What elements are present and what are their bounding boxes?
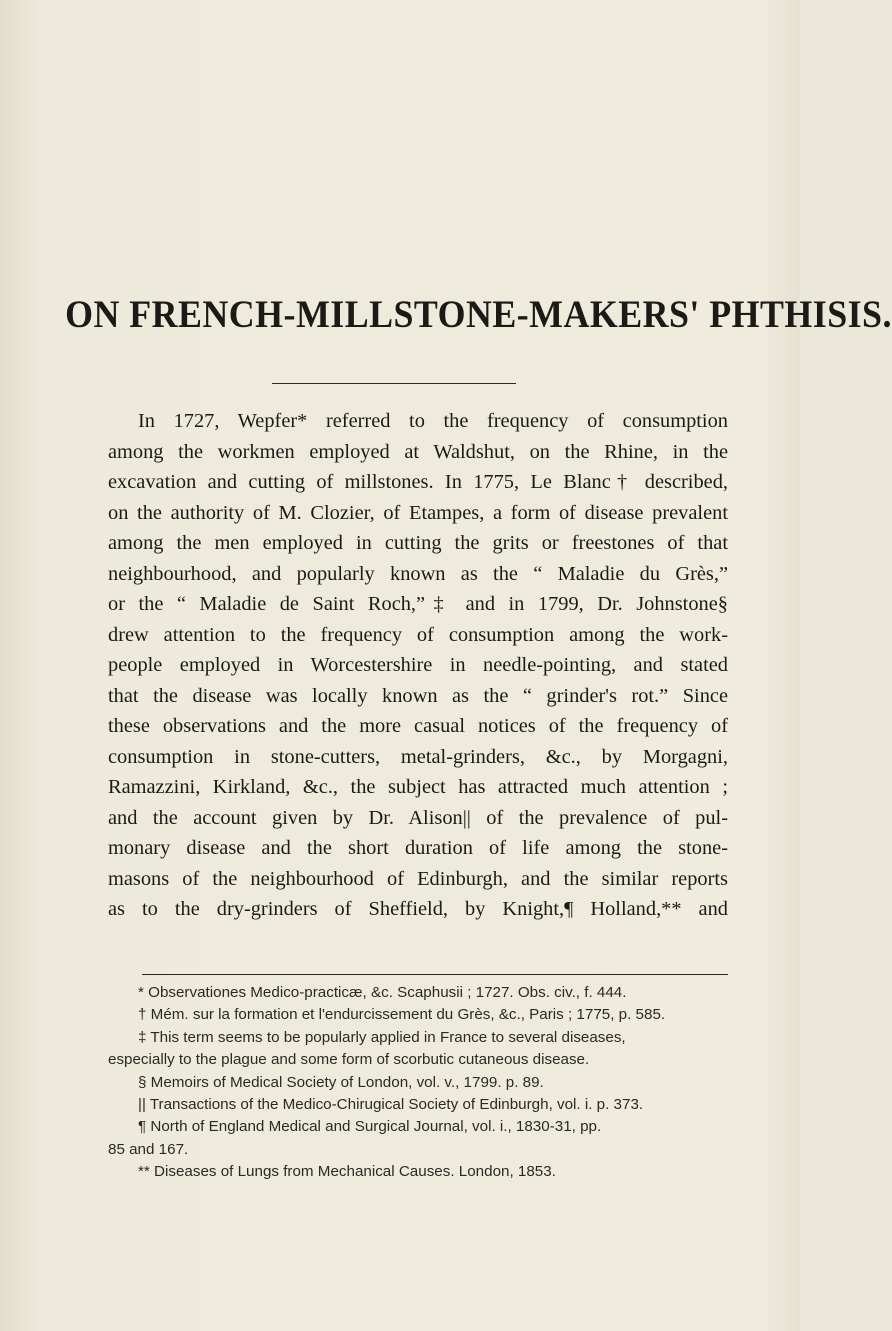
body-line: In 1727, Wepfer* referred to the frequency of consumption: [138, 410, 728, 432]
body-line: neighbourhood, and popularly known as the “ Maladie du Grès,”: [108, 562, 728, 585]
body-line: consumption in stone-cutters, metal-grinders, &c., by Morgagni,: [108, 745, 728, 768]
footnote: ** Diseases of Lungs from Mechanical Causes. London, 1853.: [138, 1163, 556, 1181]
footnote: || Transactions of the Medico-Chirugical Society of Edinburgh, vol. i. p. 373.: [138, 1096, 644, 1114]
body-line: and the account given by Dr. Alison|| of the prevalence of pul-: [108, 806, 728, 829]
body-line: monary disease and the short duration of life among the stone-: [108, 837, 728, 859]
body-line: as to the dry-grinders of Sheffield, by Knight,¶ Holland,** and: [108, 898, 728, 920]
footnote-continuation: 85 and 167.: [108, 1140, 189, 1158]
body-line: on the authority of M. Clozier, of Etampes, a form of disease prevalent: [108, 501, 728, 524]
chapter-title: ON FRENCH-MILLSTONE-MAKERS' PHTHISIS.: [65, 293, 892, 336]
footnote-rule: [142, 974, 728, 975]
body-line: that the disease was locally known as the “ grinder's rot.” Since: [108, 684, 728, 707]
title-rule: [272, 383, 516, 384]
body-line: people employed in Worcestershire in needle-pointing, and stated: [108, 654, 728, 676]
body-line: these observations and the more casual notices of the frequency of: [108, 715, 728, 737]
body-paragraph: [108, 406, 728, 925]
footnotes: [108, 982, 728, 1184]
footnote: § Memoirs of Medical Society of London, vol. v., 1799. p. 89.: [138, 1073, 544, 1091]
body-line: among the men employed in cutting the grits or freestones of that: [108, 532, 728, 554]
body-line: among the workmen employed at Waldshut, on the Rhine, in the: [108, 440, 728, 463]
body-line: drew attention to the frequency of consumption among the work-: [108, 623, 728, 646]
footnote: ¶ North of England Medical and Surgical Journal, vol. i., 1830-31, pp.: [138, 1118, 602, 1136]
footnote: ‡ This term seems to be popularly applied in France to several diseases,: [138, 1028, 626, 1046]
footnote: † Mém. sur la formation et l'endurcissement du Grès, &c., Paris ; 1775, p. 585.: [138, 1006, 666, 1024]
body-line: masons of the neighbourhood of Edinburgh, and the similar reports: [108, 867, 728, 890]
body-line: excavation and cutting of millstones. In 1775, Le Blanc† described,: [108, 471, 728, 493]
body-line: Ramazzini, Kirkland, &c., the subject has attracted much attention ;: [108, 776, 728, 798]
footnote-continuation: especially to the plague and some form of scorbutic cutaneous disease.: [108, 1051, 590, 1069]
body-line: or the “ Maladie de Saint Roch,”‡ and in 1799, Dr. Johnstone§: [108, 593, 728, 615]
footnote: * Observationes Medico-practicæ, &c. Scaphusii ; 1727. Obs. civ., f. 444.: [138, 984, 627, 1001]
